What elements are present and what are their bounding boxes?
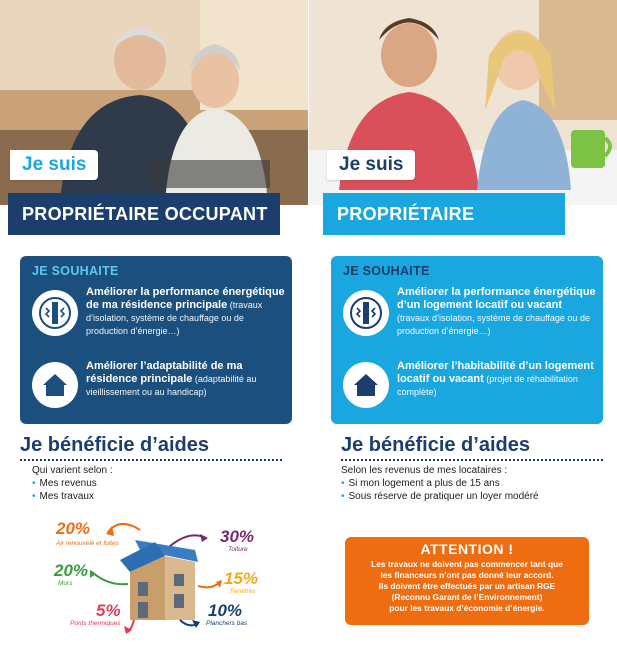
attention-line: Ils doivent être effectués par un artisan RGE [378, 581, 556, 591]
roof-pct: 30% [220, 527, 255, 546]
wish-box [331, 256, 603, 424]
aid-list-item: • Si mon logement a plus de 15 ans [341, 478, 539, 491]
aid-title: Je bénéficie d’aides [20, 434, 282, 461]
attention-line: (Reconnu Garant de l’Environnement) [391, 592, 543, 602]
attention-box [345, 537, 589, 625]
attention-title: ATTENTION ! [420, 541, 514, 557]
wish-box [20, 256, 292, 424]
wish-title: JE SOUHAITE [343, 264, 430, 278]
bridges-label: Ponts thermiques [70, 620, 121, 627]
wish-strong: Améliorer l’habitabilité d’un logement locatif ou vacant [397, 360, 594, 385]
air-pct: 20% [56, 519, 91, 538]
role-banner: PROPRIÉTAIRE OCCUPANT [8, 193, 280, 235]
attention-line: Les travaux ne doivent pas commencer tant que [371, 559, 563, 569]
aid-intro: Qui varient selon : [32, 465, 113, 476]
aid-list-item: • Mes revenus [32, 478, 97, 491]
wish-text [397, 286, 597, 338]
windows-pct: 15% [224, 569, 259, 588]
house-icon [32, 362, 78, 408]
walls-label: Murs [58, 580, 73, 587]
wish-strong: Améliorer la performance énergétique d’un logement locatif ou vacant [397, 286, 596, 311]
thermal-insulation-icon [343, 290, 389, 336]
floors-pct: 10% [208, 601, 243, 620]
walls-pct: 20% [54, 561, 89, 580]
wish-text [86, 360, 286, 399]
aid-intro: Selon les revenus de mes locataires : [341, 465, 508, 476]
role-banner: PROPRIÉTAIRE [323, 193, 565, 235]
wish-light: (projet de réhabilitation complète) [397, 374, 578, 397]
wish-light: (travaux d’isolation, système de chauffage ou de production d’énergie…) [397, 313, 590, 336]
wish-title: JE SOUHAITE [32, 264, 119, 278]
je-suis-label: Je suis [327, 150, 415, 180]
bridges-pct: 5% [96, 601, 121, 620]
attention-text [353, 559, 581, 614]
floors-label: Planchers bas [206, 620, 248, 627]
aid-list [341, 478, 539, 503]
aid-list-item: • Sous réserve de pratiquer un loyer modéré [341, 491, 539, 504]
air-label: Air renouvelé et fuites [56, 540, 119, 547]
thermal-insulation-icon [32, 290, 78, 336]
je-suis-label: Je suis [10, 150, 98, 180]
heat-loss-infographic [30, 512, 270, 642]
wish-light: (adaptabilité au vieillissement ou au handicap) [86, 374, 257, 397]
aid-title: Je bénéficie d’aides [341, 434, 603, 461]
wish-strong: Améliorer la performance énergétique de ma résidence principale [86, 286, 285, 311]
wish-text [397, 360, 597, 399]
aid-list-item: • Mes travaux [32, 491, 97, 504]
occupant-column [0, 0, 308, 649]
wish-strong: Améliorer l’adaptabilité de ma résidence principale [86, 360, 243, 385]
attention-line: les financeurs n’ont pas donné leur accord. [380, 570, 554, 580]
wish-text [86, 286, 286, 338]
aid-list [32, 478, 97, 503]
house-icon [343, 362, 389, 408]
attention-line: pour les travaux d’économie d’énergie. [389, 603, 545, 613]
roof-label: Toiture [228, 546, 248, 553]
wish-light: (travaux d’isolation, système de chauffage ou de production d’énergie…) [86, 300, 263, 336]
windows-label: Fenêtres [230, 588, 256, 595]
